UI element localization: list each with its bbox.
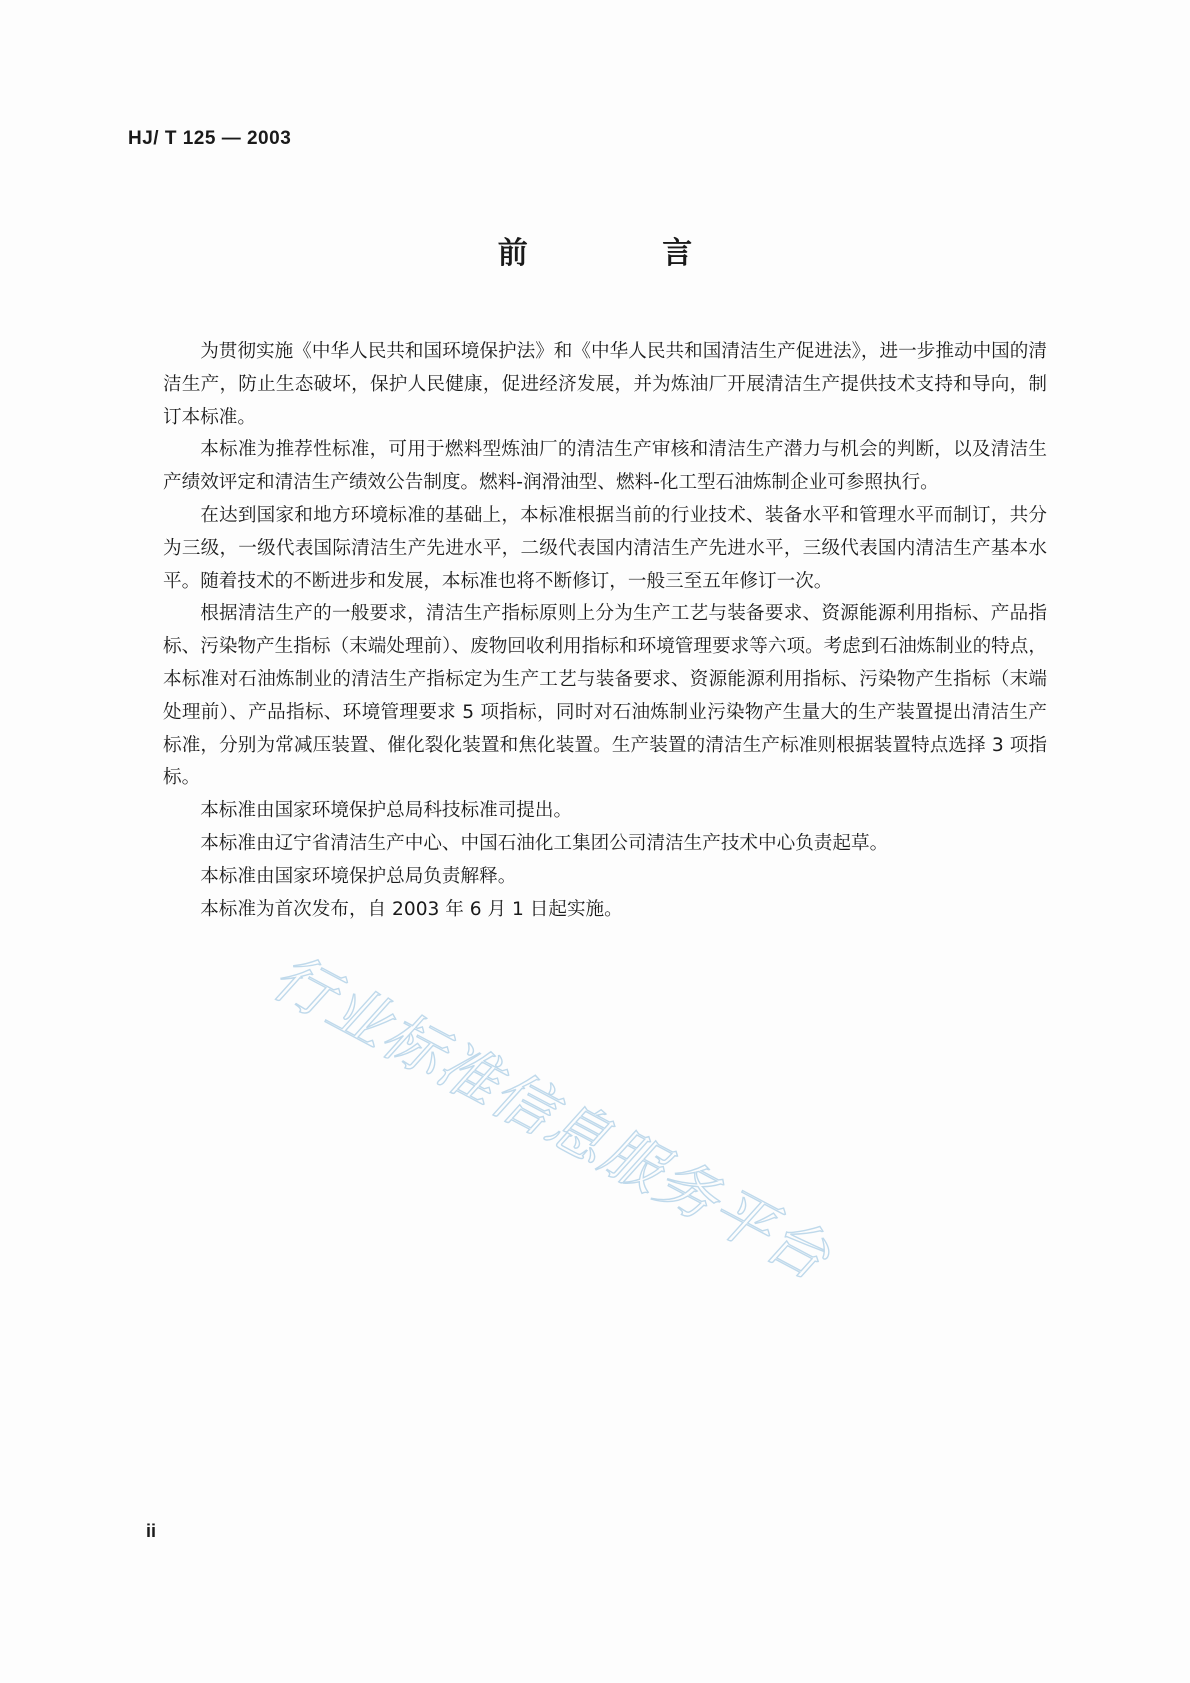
page-title: 前 言	[497, 236, 755, 271]
paragraph: 本标准由国家环境保护总局科技标准司提出。	[200, 800, 573, 822]
paragraph: 本标准为推荐性标准，可用于燃料型炼油厂的清洁生产审核和清洁生产潜力与机会的判断，以及清洁生产绩效评定和清洁生产绩效公告制度。燃料-润滑油型、燃料-化工型石油炼制企业可参照执行。	[163, 439, 1047, 494]
foreword-body	[163, 336, 1047, 926]
paragraph: 本标准为首次发布，自 2003 年 6 月 1 日起实施。	[200, 898, 623, 920]
watermark: 行业标准信息服务平台	[261, 941, 842, 1295]
paragraph: 根据清洁生产的一般要求，清洁生产指标原则上分为生产工艺与装备要求、资源能源利用指标、产品指标、污染物产生指标（末端处理前）、废物回收利用指标和环境管理要求等六项。考虑到石油炼制业的特点，本标准对石油炼制业的清洁生产指标定为生产工艺与装备要求、资源能源利用指标、污染物产生指标（末端处理前）、产品指标、环境管理要求 5 项指标，同时对石油炼制业污染物产生量大的生产装置提出清洁生产标准，分别为常减压装置、催化裂化装置和焦化装置。生产装置的清洁生产标准则根据装置特点选择 3 项指标。	[163, 603, 1047, 789]
page-number: ii	[146, 1521, 157, 1541]
document-code: HJ/ T 125 — 2003	[128, 128, 292, 149]
paragraph: 为贯彻实施《中华人民共和国环境保护法》和《中华人民共和国清洁生产促进法》，进一步推动中国的清洁生产，防止生态破坏，保护人民健康，促进经济发展，并为炼油厂开展清洁生产提供技术支持和导向，制订本标准。	[163, 341, 1047, 428]
paragraph: 本标准由国家环境保护总局负责解释。	[200, 865, 517, 887]
paragraph: 本标准由辽宁省清洁生产中心、中国石油化工集团公司清洁生产技术中心负责起草。	[200, 832, 889, 854]
paragraph: 在达到国家和地方环境标准的基础上，本标准根据当前的行业技术、装备水平和管理水平而制订，共分为三级，一级代表国际清洁生产先进水平，二级代表国内清洁生产先进水平，三级代表国内清洁生产基本水平。随着技术的不断进步和发展，本标准也将不断修订，一般三至五年修订一次。	[163, 504, 1047, 592]
